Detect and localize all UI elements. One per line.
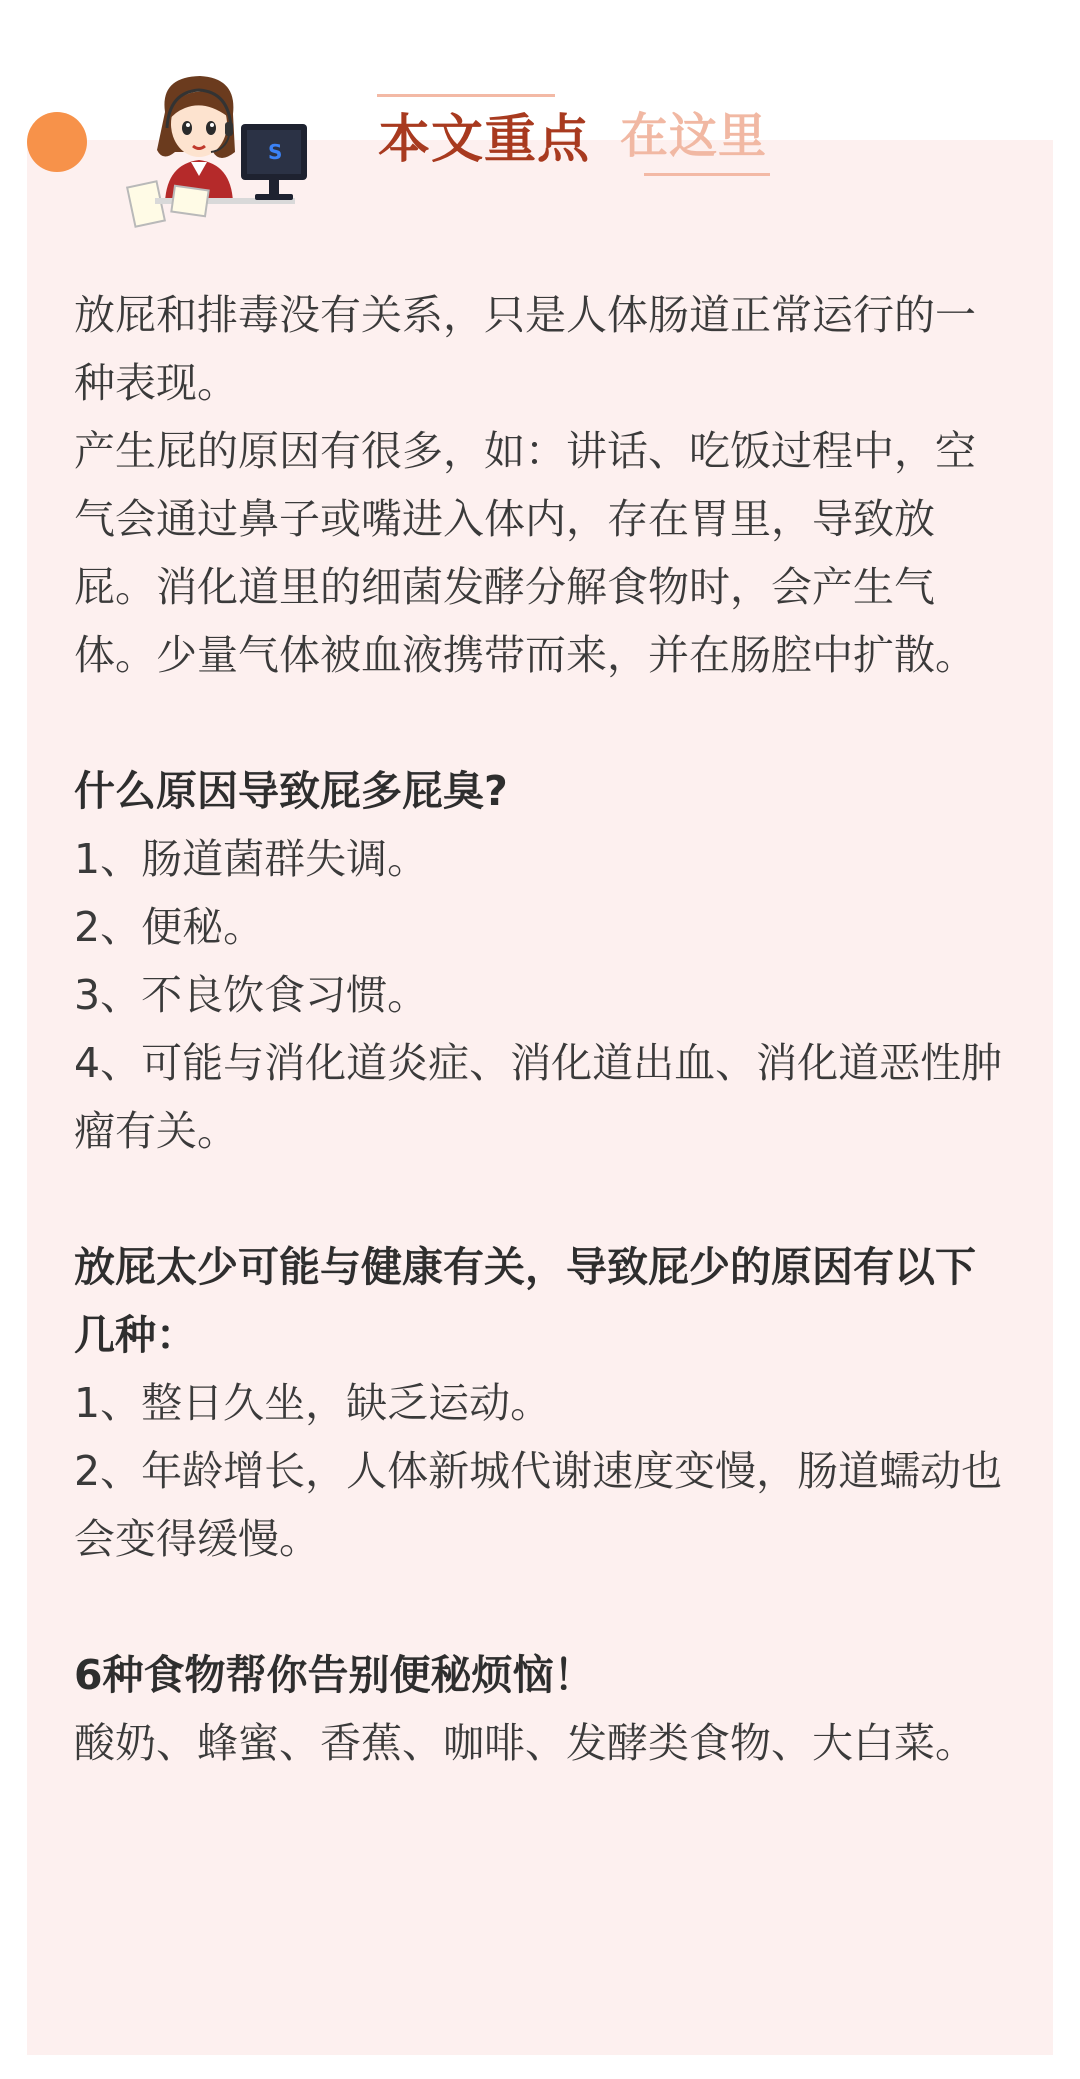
section-heading: 什么原因导致屁多屁臭? bbox=[74, 767, 508, 815]
title-decoration-line-bottom bbox=[644, 173, 770, 176]
paragraph: 放屁和排毒没有关系，只是人体肠道正常运行的一种表现。 bbox=[74, 291, 976, 407]
svg-text:S: S bbox=[268, 140, 283, 164]
section-heading: 6种食物帮你告别便秘烦恼！ bbox=[74, 1651, 595, 1699]
customer-service-avatar-icon bbox=[125, 72, 330, 237]
section-title: 本文重点 bbox=[378, 110, 591, 170]
orange-dot-decoration bbox=[27, 112, 87, 172]
section-subtitle: 在这里 bbox=[620, 108, 768, 164]
title-decoration-line-top bbox=[377, 94, 555, 97]
spacer bbox=[74, 689, 1014, 757]
article-body bbox=[74, 281, 1014, 1777]
spacer bbox=[74, 1573, 1014, 1641]
list-item: 1、整日久坐，缺乏运动。 bbox=[74, 1379, 552, 1427]
list-item: 4、可能与消化道炎症、消化道出血、消化道恶性肿瘤有关。 bbox=[74, 1039, 1003, 1155]
paragraph: 产生屁的原因有很多，如：讲话、吃饭过程中，空气会通过鼻子或嘴进入体内，存在胃里，导致放屁。消化道里的细菌发酵分解食物时，会产生气体。少量气体被血液携带而来，并在肠腔中扩散。 bbox=[74, 427, 976, 679]
list-item: 2、便秘。 bbox=[74, 903, 265, 951]
list-item: 3、不良饮食习惯。 bbox=[74, 971, 429, 1019]
list-item: 2、年龄增长，人体新城代谢速度变慢，肠道蠕动也会变得缓慢。 bbox=[74, 1447, 1003, 1563]
section-heading: 放屁太少可能与健康有关，导致屁少的原因有以下几种： bbox=[74, 1243, 976, 1359]
spacer bbox=[74, 1165, 1014, 1233]
list-item: 1、肠道菌群失调。 bbox=[74, 835, 429, 883]
list-item: 酸奶、蜂蜜、香蕉、咖啡、发酵类食物、大白菜。 bbox=[74, 1719, 976, 1767]
